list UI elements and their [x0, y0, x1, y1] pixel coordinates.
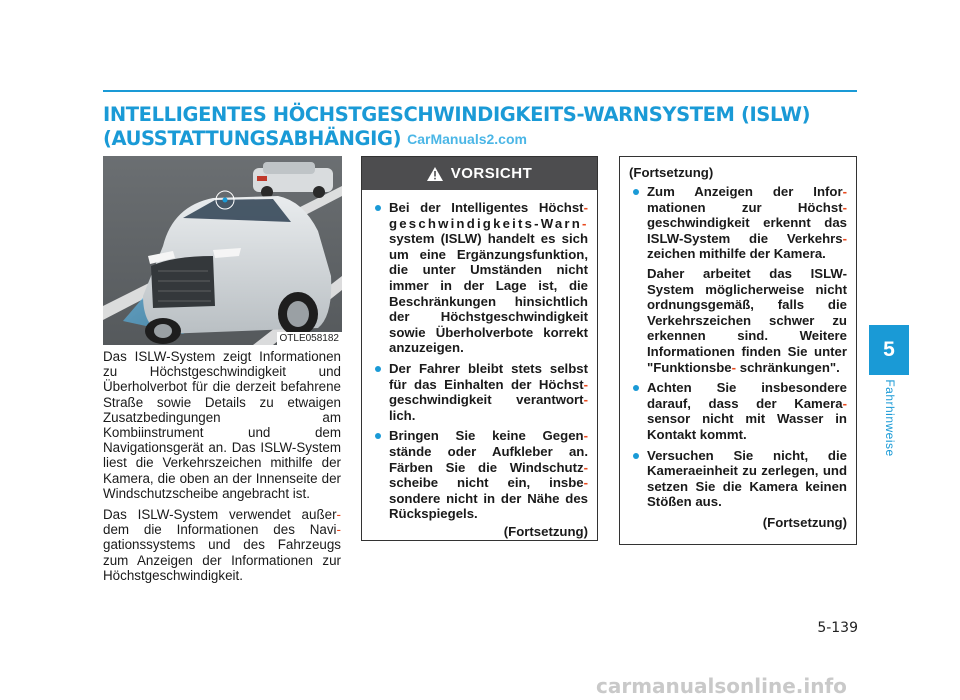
- figure-code: OTLE058182: [277, 332, 343, 345]
- intro-paragraph-1: Das ISLW-System zeigt Informationen zu Höchstgeschwindigkeit und Überholverbot für die derzeit befahrene Straße sowie Details zu etwaigen Zusatzbedingungen am Kombiinstrument und dem Navigationsgerät an. Das ISLW-System liest die Verkehrszeichen mithilfe der Kamera, die oben an der Innenseite der Windschutzscheibe angebracht ist.: [103, 349, 341, 501]
- title-line-1: INTELLIGENTES HÖCHSTGESCHWINDIGKEITS-WARNSYSTEM (ISLW): [103, 103, 811, 126]
- caution-box: [361, 156, 598, 541]
- header-rule: [103, 90, 857, 92]
- continued-label: (Fortsetzung): [503, 523, 588, 539]
- page-number: 5-139: [817, 620, 858, 636]
- car-illustration: [103, 156, 342, 345]
- intro-text: [103, 349, 341, 589]
- continuation-item: Zum Anzeigen der Infor- mationen zur Höchst- geschwindigkeit erkennt das ISLW-System die Verkehrs- zeichen mithilfe der Kamera. Daher arbeitet das ISLW-System möglicherweise nicht ordnungsgemäß, falls die Verkehrszeichen schwer zu erkennen sind. Weitere Informationen finden Sie unter "Funktionsbe- schränkungen".: [629, 184, 847, 375]
- footer-watermark[interactable]: carmanualsonline.info: [596, 674, 847, 698]
- caution-title: VORSICHT: [450, 165, 533, 182]
- caution-list: [362, 190, 597, 522]
- watermark-link[interactable]: CarManuals2.com: [407, 131, 527, 147]
- continuation-item: Versuchen Sie nicht, die Kameraeinheit zu zerlegen, und setzen Sie die Kamera keinen Stößen aus.: [629, 448, 847, 510]
- suv-camera-image: [103, 156, 342, 345]
- intro-paragraph-2: Das ISLW-System verwendet außer- dem die Informationen des Navi- gationssystems und des Fahrzeugs zum Anzeigen der Informationen zur Höchstgeschwindigkeit.: [103, 507, 341, 583]
- continued-label: (Fortsetzung): [762, 514, 847, 530]
- caution-continuation-box: [619, 156, 857, 545]
- caution-item: Der Fahrer bleibt stets selbst für das Einhalten der Höchst- geschwindigkeit verantwort- lich.: [371, 361, 588, 423]
- continuation-list: [620, 180, 856, 510]
- warning-triangle-icon: [427, 167, 443, 181]
- continuation-subparagraph: Daher arbeitet das ISLW-System möglicherweise nicht ordnungsgemäß, falls die Verkehrszeichen schwer zu erkennen sind. Weitere Informationen finden Sie unter "Funktionsbe- schränkungen".: [647, 265, 847, 375]
- caution-item: Bringen Sie keine Gegen- stände oder Aufkleber an. Färben Sie die Windschutz- scheibe nicht ein, insbe- sondere nicht in der Nähe des Rückspiegels.: [371, 428, 588, 522]
- chapter-label: Fahrhinweise: [883, 379, 897, 457]
- chapter-tab[interactable]: 5: [869, 325, 909, 375]
- continuation-item: Achten Sie insbesondere darauf, dass der Kamera- sensor nicht mit Wasser in Kontakt kommt.: [629, 380, 847, 442]
- caution-header: [362, 157, 597, 190]
- caution-item: Bei der Intelligentes Höchst- geschwindigkeits-Warn- system (ISLW) handelt es sich um eine Ergänzungsfunktion, die unter Umständen nicht immer in der Lage ist, die Beschränkungen hinsichtlich der Höchstgeschwindigkeit sowie Überholverbote korrekt anzuzeigen.: [371, 200, 588, 356]
- title-line-2: (AUSSTATTUNGSABHÄNGIG): [103, 127, 402, 150]
- section-title: [103, 103, 863, 151]
- continuation-header: (Fortsetzung): [629, 165, 714, 180]
